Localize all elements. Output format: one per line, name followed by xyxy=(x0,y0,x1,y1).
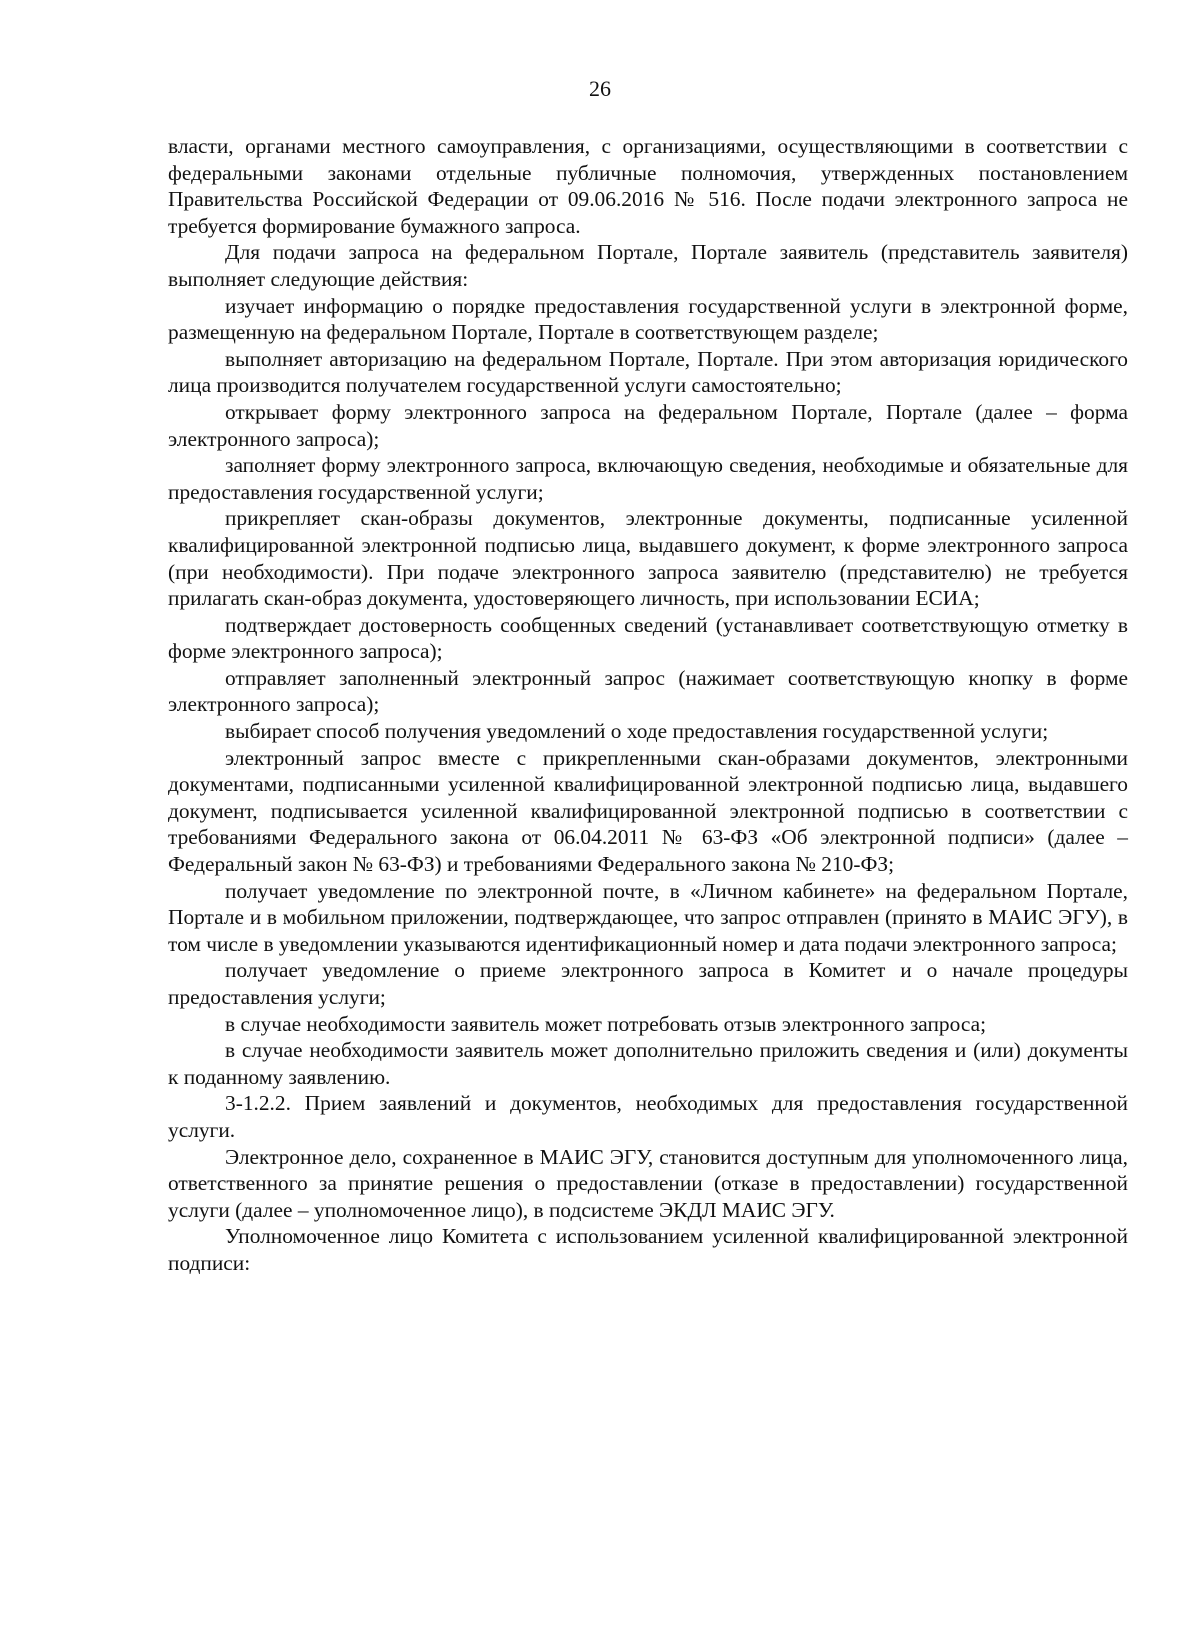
paragraph: Для подачи запроса на федеральном Портале, Портале заявитель (представитель заявителя) выполняет следующие действия: xyxy=(168,240,1128,291)
paragraph: Уполномоченное лицо Комитета с использованием усиленной квалифицированной электронной подписи: xyxy=(168,1224,1128,1275)
paragraph: получает уведомление по электронной почте, в «Личном кабинете» на федеральном Портале, Портале и в мобильном приложении, подтверждающее, что запрос отправлен (принято в МАИС ЭГУ), в том числе в уведомлении указываются идентификационный номер и дата подачи электронного запроса; xyxy=(168,878,1128,956)
paragraph: изучает информацию о порядке предоставления государственной услуги в электронной форме, размещенную на федеральном Портале, Портале в соответствующем разделе; xyxy=(168,293,1128,345)
section-heading: 3-1.2.2. Прием заявлений и документов, необходимых для предоставления государственной услуги. xyxy=(168,1091,1128,1142)
paragraph: в случае необходимости заявитель может дополнительно приложить сведения и (или) документы к поданному заявлению. xyxy=(168,1038,1128,1089)
paragraph: получает уведомление о приеме электронного запроса в Комитет и о начале процедуры предоставления услуги; xyxy=(168,958,1128,1009)
paragraph: Электронное дело, сохраненное в МАИС ЭГУ, становится доступным для уполномоченного лица, ответственного за принятие решения о предоставлении (отказе в предоставлении) государственной услуги (далее – уполномоченное лицо), в подсистеме ЭКДЛ МАИС ЭГУ. xyxy=(168,1144,1128,1222)
document-body xyxy=(168,133,1128,1277)
paragraph: подтверждает достоверность сообщенных сведений (устанавливает соответствующую отметку в форме электронного запроса); xyxy=(168,612,1128,664)
paragraph: выполняет авторизацию на федеральном Портале, Портале. При этом авторизация юридического лица производится получателем государственной услуги самостоятельно; xyxy=(168,346,1128,398)
paragraph: электронный запрос вместе с прикрепленными скан-образами документов, электронными документами, подписанными усиленной квалифицированной электронной подписью лица, выдавшего документ, подписывается усиленной квалифицированной электронной подписью в соответствии с требованиями Федерального закона от 06.04.2011 № 63-ФЗ «Об электронной подписи» (далее – Федеральный закон № 63-ФЗ) и требованиями Федерального закона № 210-ФЗ; xyxy=(168,745,1128,877)
page-number: 26 xyxy=(589,76,611,101)
paragraph: в случае необходимости заявитель может потребовать отзыв электронного запроса; xyxy=(225,1011,987,1036)
paragraph: выбирает способ получения уведомлений о ходе предоставления государственной услуги; xyxy=(225,719,1049,744)
paragraph: власти, органами местного самоуправления, с организациями, осуществляющими в соответствии с федеральными законами отдельные публичные полномочия, утвержденных постановлением Правительства Российской Федерации от 09.06.2016 № 516. После подачи электронного запроса не требуется формирование бумажного запроса. xyxy=(168,134,1128,238)
paragraph: открывает форму электронного запроса на федеральном Портале, Портале (далее – форма электронного запроса); xyxy=(168,399,1128,451)
paragraph: прикрепляет скан-образы документов, электронные документы, подписанные усиленной квалифицированной электронной подписью лица, выдавшего документ, к форме электронного запроса (при необходимости). При подаче электронного запроса заявителю (представителю) не требуется прилагать скан-образ документа, удостоверяющего личность, при использовании ЕСИА; xyxy=(168,506,1128,611)
paragraph: отправляет заполненный электронный запрос (нажимает соответствующую кнопку в форме электронного запроса); xyxy=(168,665,1128,717)
paragraph: заполняет форму электронного запроса, включающую сведения, необходимые и обязательные для предоставления государственной услуги; xyxy=(168,453,1128,504)
